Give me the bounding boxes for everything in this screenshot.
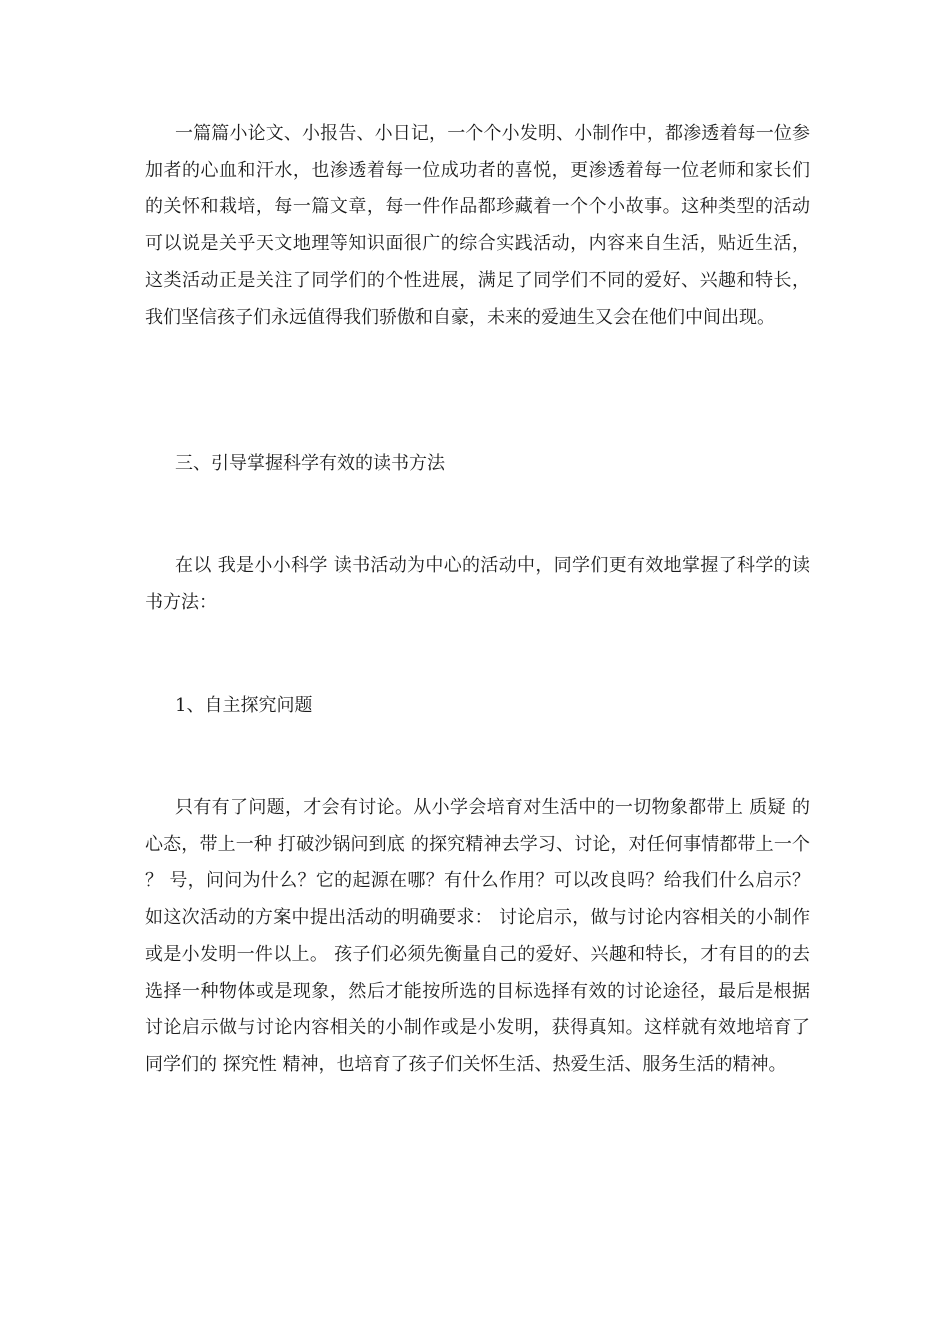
paragraph-reading-activity: 在以 我是小小科学 读书活动为中心的活动中，同学们更有效地掌握了科学的读书方法： [145, 555, 810, 613]
paragraph-activities-summary: 一篇篇小论文、小报告、小日记，一个个小发明、小制作中，都渗透着每一位参加者的心血和汗水，也渗透着每一位成功者的喜悦，更渗透着每一位老师和家长们的关怀和栽培，每一篇文章，每一件作品都珍藏着一个个小故事。这种类型的活动可以说是关乎天文地理等知识面很广的综合实践活动，内容来自生活，贴近生活，这类活动正是关注了同学们的个性进展，满足了同学们不同的爱好、兴趣和特长，我们坚信孩子们永远值得我们骄傲和自豪，未来的爱迪生又会在他们中间出现。 [145, 123, 810, 328]
section-heading-reading-methods: 三、引导掌握科学有效的读书方法 [175, 453, 445, 474]
paragraph-inquiry-details: 只有有了问题，才会有讨论。从小学会培育对生活中的一切物象都带上 质疑 的心态，带上一种 打破沙锅问到底 的探究精神去学习、讨论，对任何事情都带上一个 ？ 号，问问为什么？它的起源在哪？有什么作用？可以改良吗？给我们什么启示？如这次活动的方案中提出活动的明确要求： 讨论启示，做与讨论内容相关的小制作或是小发明一件以上。 孩子们必须先衡量自己的爱好、兴趣和特长，才有目的的去选择一种物体或是现象，然后才能按所选的目标选择有效的讨论途径，最后是根据讨论启示做与讨论内容相关的小制作或是小发明，获得真知。这样就有效地培育了同学们的 探究性 精神，也培育了孩子们关怀生活、热爱生活、服务生活的精神。 [145, 797, 810, 1075]
subsection-heading-self-inquiry: 1、自主探究问题 [175, 695, 313, 716]
